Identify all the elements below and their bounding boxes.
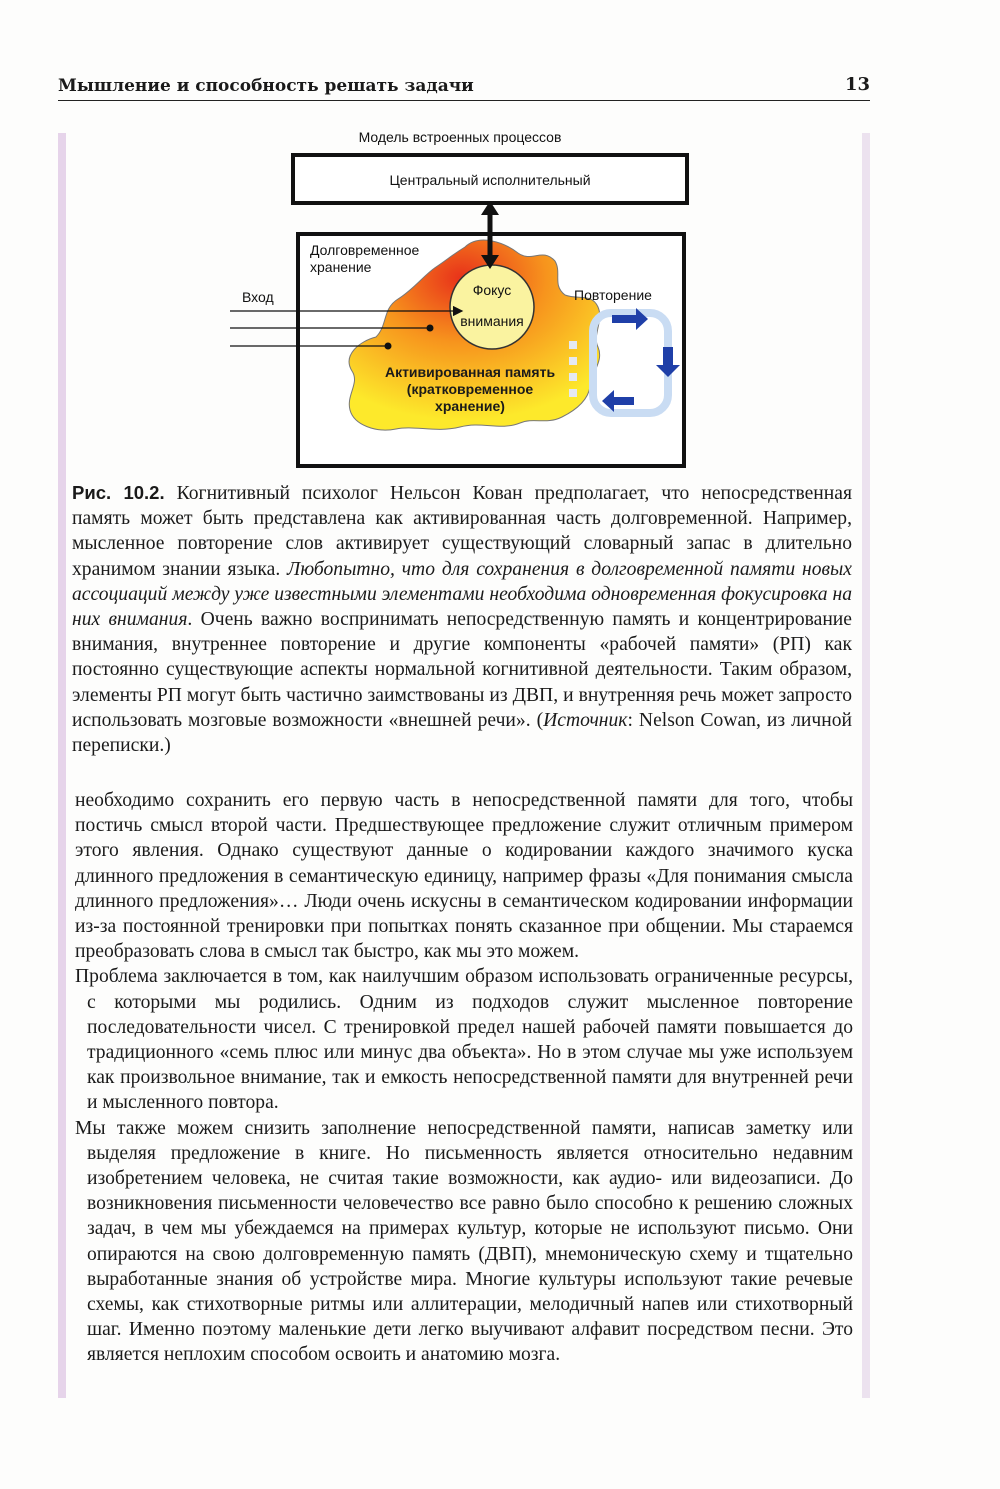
embedded-processes-diagram [200, 125, 720, 470]
central-executive-label: Центральный исполнительный [389, 172, 591, 188]
page-number: 13 [844, 74, 870, 95]
focus-label-1: Фокус [472, 282, 512, 298]
focus-label-2: внимания [460, 313, 524, 329]
activated-label-1: Активированная память [384, 364, 556, 380]
sidebar-tint-right [862, 133, 870, 1398]
rehearsal-label: Повторение [574, 287, 652, 303]
chapter-title: Мышление и способность решать задачи [58, 76, 474, 96]
caption-source-label: Источник [543, 709, 628, 731]
activated-label-3: хранение) [435, 398, 505, 414]
diagram-title: Модель встроенных процессов [358, 129, 562, 145]
rehearsal-dot-2 [569, 357, 577, 365]
caption-text-3: : Nelson Cowan, из личной переписки.) [72, 709, 852, 757]
body-paragraph-3: Мы также можем снизить заполнение непосредственной памяти, написав заметку или выделяя предложение в книге. Но письменность является относительно недавним изобретением человека, не считая такие возможности, как аудио- или видеозаписи. До возникновения письменности человечество все равно было способно к решению сложных задач, в чем мы убеждаемся на примерах культур, которые не используют письмо. Они опираются на свою долговременную память (ДВП), мнемоническую схему и тщательно выработанные знания об устройстве мира. Многие культуры используют такие речевые схемы, как стихотворные ритмы или аллитерации, мелодичный напев или стихотворный шаг. Именно поэтому маленькие дети легко выучивают алфавит посредством песни. Это является неплохим способом освоить и анатомию мозга. [75, 1117, 853, 1366]
activated-label-2: (кратковременное [406, 381, 534, 397]
focus-circle [450, 265, 534, 349]
caption-text-2: . Очень важно воспринимать непосредственную память и концентрирование внимания, внутреннее повторение и другие компоненты «рабочей памяти» (РП) как постоянно существующие аспекты нормальной когнитивной деятельности. Таким образом, элементы РП могут быть частично заимствованы из ДВП, и внутренняя речь может запросто использовать мозговые возможности «внешней речи». ( [72, 609, 852, 731]
input-dot-2 [427, 325, 434, 332]
long-term-label-1: Долговременное [310, 242, 420, 258]
caption-text-1: Когнитивный психолог Нельсон Кован предполагает, что непосредственная память может быть представлена как активированная часть долговременной. Например, мысленное повторение слов активирует существующий словарный запас в длительно хранимом знании языка. [72, 483, 852, 580]
rehearsal-dot-1 [569, 341, 577, 349]
body-paragraph-2: Проблема заключается в том, как наилучшим образом использовать ограниченные ресурсы, с которыми мы родились. Одним из подходов служит мысленное повторение последовательности чисел. С тренировкой предел нашей рабочей памяти повышается до традиционного «семь плюс или минус два объекта». Но в этом случае мы уже используем как произвольное внимание, так и емкость непосредственной памяти для внутренней речи и мысленного повтора. [75, 966, 853, 1114]
input-label: Вход [242, 289, 274, 305]
long-term-label-2: хранение [310, 259, 372, 275]
sidebar-tint-left [58, 133, 66, 1398]
caption-label: Рис. 10.2. [72, 482, 165, 503]
figure-caption [72, 480, 852, 758]
input-dot-3 [385, 343, 392, 350]
rehearsal-dot-4 [569, 389, 577, 397]
rehearsal-dot-3 [569, 373, 577, 381]
caption-italic: Любопытно, что для сохранения в долговременной памяти новых ассоциаций между уже известными элементами необходима одновременная фокусировка на них внимания [72, 558, 852, 631]
body-text [75, 788, 853, 1368]
running-header [58, 70, 870, 101]
body-paragraph-1: необходимо сохранить его первую часть в непосредственной памяти для того, чтобы постичь смысл второй части. Предшествующее предложение служит отличным примером этого явления. Однако существуют данные о кодировании каждого значимого куска длинного предложения в семантическую единицу, например фразы «Для понимания смысла длинного предложения»… Люди очень искусны в семантическом кодировании информации из-за постоянной тренировки при попытках понять сказанное при общении. Мы стараемся преобразовать слова в смысл так быстро, как мы это можем. [75, 790, 853, 963]
